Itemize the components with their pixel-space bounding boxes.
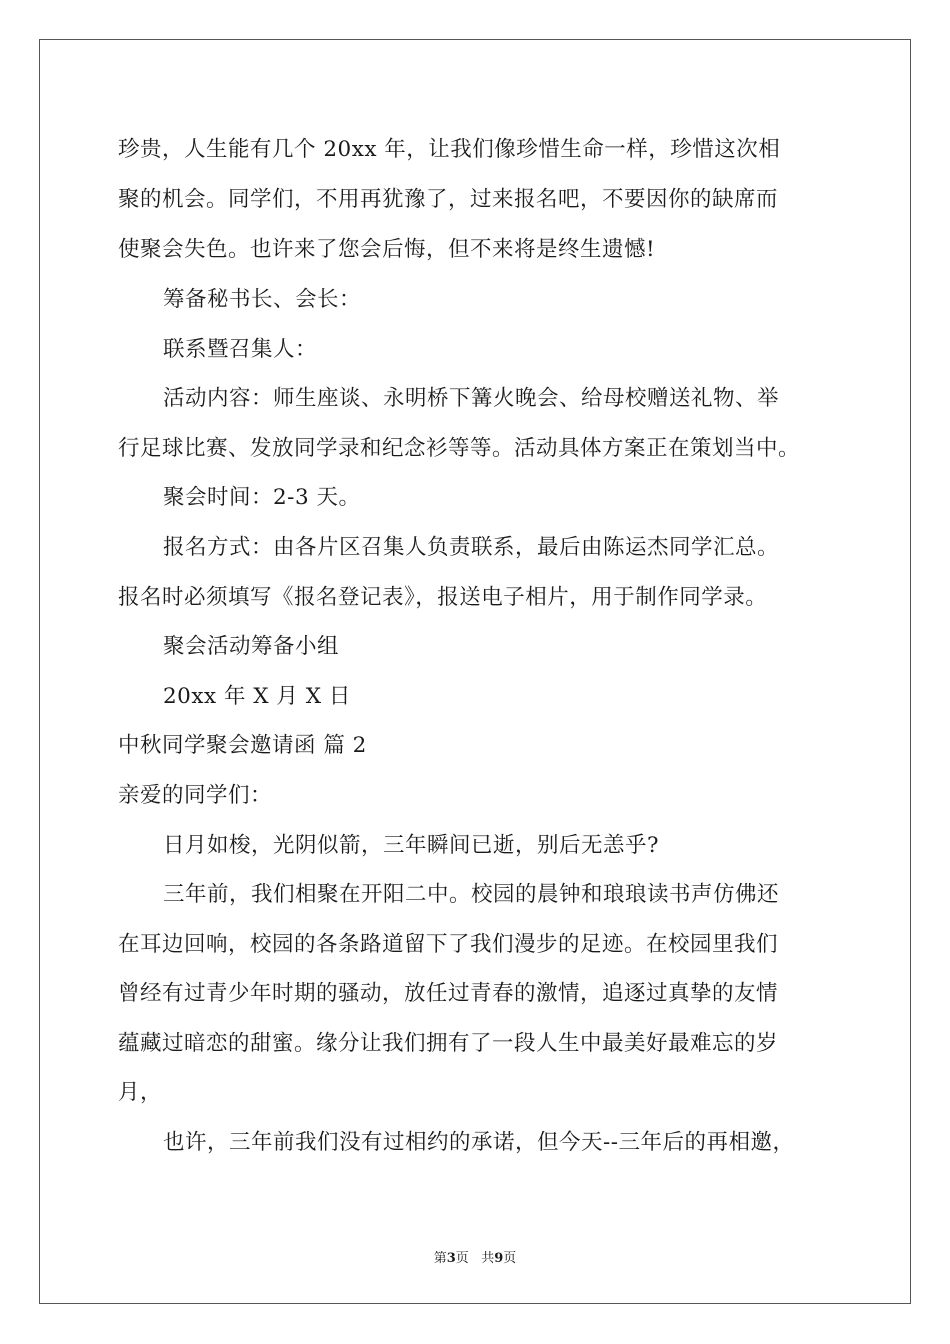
text-line: 筹备秘书长、会长： bbox=[163, 287, 362, 312]
footer-page-prefix: 第 bbox=[433, 1251, 447, 1266]
text-line: 在耳边回响，校园的各条路道留下了我们漫步的足迹。在校园里我们 bbox=[118, 932, 779, 957]
text-line: 活动内容：师生座谈、永明桥下篝火晚会、给母校赠送礼物、举 bbox=[163, 386, 780, 411]
text-line: 曾经有过青少年时期的骚动，放任过青春的激情，追逐过真挚的友情 bbox=[118, 981, 779, 1006]
text-line: 聚会时间：2-3 天。 bbox=[163, 485, 361, 510]
text-line: 聚的机会。同学们，不用再犹豫了，过来报名吧，不要因你的缺席而 bbox=[118, 187, 779, 212]
text-line: 报名时必须填写《报名登记表》，报送电子相片，用于制作同学录。 bbox=[118, 585, 768, 610]
text-line: 行足球比赛、发放同学录和纪念衫等等。活动具体方案正在策划当中。 bbox=[118, 436, 801, 461]
section-heading: 中秋同学聚会邀请函 篇 2 bbox=[118, 733, 367, 758]
salutation: 亲爱的同学们： bbox=[118, 783, 273, 808]
footer-total-suffix: 页 bbox=[503, 1251, 517, 1266]
footer-page-number: 3 bbox=[446, 1251, 456, 1266]
text-line: 联系暨召集人： bbox=[163, 337, 318, 362]
page-border bbox=[39, 39, 911, 1304]
footer-total-prefix: 共 bbox=[481, 1251, 495, 1266]
text-line: 三年前，我们相聚在开阳二中。校园的晨钟和琅琅读书声仿佛还 bbox=[163, 882, 780, 907]
text-line: 珍贵，人生能有几个 20xx 年，让我们像珍惜生命一样，珍惜这次相 bbox=[118, 137, 781, 162]
text-line: 日月如梭，光阴似箭，三年瞬间已逝，别后无恙乎? bbox=[163, 833, 660, 858]
text-line: 使聚会失色。也许来了您会后悔，但不来将是终生遗憾! bbox=[118, 237, 656, 262]
text-line: 20xx 年 X 月 X 日 bbox=[163, 684, 351, 709]
footer-page-suffix: 页 bbox=[455, 1251, 469, 1266]
text-line: 也许，三年前我们没有过相约的承诺，但今天--三年后的再相邀， bbox=[163, 1130, 795, 1155]
footer-total-pages: 9 bbox=[494, 1251, 504, 1266]
page-footer bbox=[0, 1251, 950, 1267]
text-line: 报名方式：由各片区召集人负责联系，最后由陈运杰同学汇总。 bbox=[163, 535, 780, 560]
text-line: 蕴藏过暗恋的甜蜜。缘分让我们拥有了一段人生中最美好最难忘的岁 bbox=[118, 1031, 779, 1056]
text-line: 月， bbox=[118, 1080, 163, 1105]
text-line: 聚会活动筹备小组 bbox=[163, 634, 340, 659]
